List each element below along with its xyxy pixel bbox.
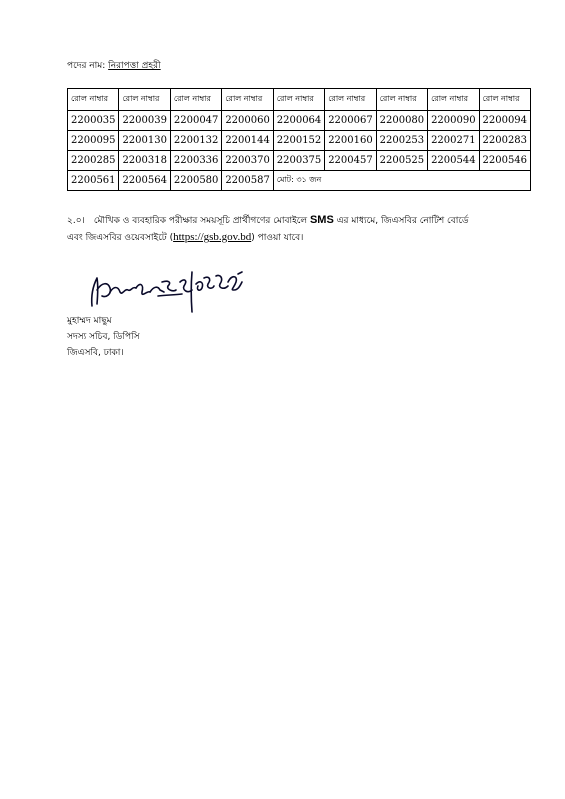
post-label: পদের নাম:	[67, 61, 106, 71]
notice-text-part2: এর মাধ্যমে, জিএসবির নোটিশ বোর্ডে	[336, 216, 469, 226]
roll-cell: 2200253	[376, 131, 427, 151]
column-header: রোল নাম্বার	[325, 89, 376, 111]
sms-text: SMS	[309, 214, 334, 226]
notice-line-2	[67, 229, 537, 246]
roll-cell: 2200546	[479, 151, 531, 171]
roll-cell: 2200318	[119, 151, 170, 171]
signer-office: জিএসবি, ঢাকা।	[67, 348, 124, 358]
roll-cell: 2200564	[119, 171, 170, 191]
roll-cell: 2200285	[68, 151, 119, 171]
roll-cell: 2200047	[170, 111, 221, 131]
post-name-line	[67, 58, 161, 73]
roll-cell: 2200095	[68, 131, 119, 151]
paragraph-number: ২.০।	[67, 216, 85, 226]
signatory-block	[67, 313, 140, 361]
roll-cell: 2200039	[119, 111, 170, 131]
roll-cell: 2200130	[119, 131, 170, 151]
table-row	[68, 151, 531, 171]
roll-cell: 2200336	[170, 151, 221, 171]
roll-cell: 2200094	[479, 111, 531, 131]
signer-designation: সদস্য সচিব, ডিপিসি	[67, 332, 140, 342]
roll-cell: 2200587	[222, 171, 273, 191]
table-row	[68, 111, 531, 131]
total-count-cell: মোট: ৩১ জন	[273, 171, 530, 191]
post-value: নিরাপত্তা প্রহরী	[108, 61, 161, 71]
roll-cell: 2200375	[273, 151, 324, 171]
roll-cell: 2200561	[68, 171, 119, 191]
roll-cell: 2200064	[273, 111, 324, 131]
table-row	[68, 171, 531, 191]
column-header: রোল নাম্বার	[428, 89, 479, 111]
notice-paragraph	[67, 212, 537, 246]
column-header: রোল নাম্বার	[222, 89, 273, 111]
roll-cell: 2200090	[428, 111, 479, 131]
column-header: রোল নাম্বার	[68, 89, 119, 111]
roll-cell: 2200080	[376, 111, 427, 131]
column-header: রোল নাম্বার	[170, 89, 221, 111]
roll-cell: 2200144	[222, 131, 273, 151]
website-link[interactable]: https://gsb.gov.bd	[173, 231, 252, 243]
roll-cell: 2200457	[325, 151, 376, 171]
notice-text-part1: মৌখিক ও ব্যবহারিক পরীক্ষার সময়সূচি প্রার্থীগণের মোবাইলে	[93, 216, 308, 226]
roll-cell: 2200060	[222, 111, 273, 131]
roll-cell: 2200370	[222, 151, 273, 171]
roll-number-table	[67, 88, 531, 191]
column-header: রোল নাম্বার	[119, 89, 170, 111]
roll-cell: 2200160	[325, 131, 376, 151]
roll-cell: 2200152	[273, 131, 324, 151]
roll-cell: 2200283	[479, 131, 531, 151]
roll-cell: 2200525	[376, 151, 427, 171]
roll-cell: 2200035	[68, 111, 119, 131]
table-header-row	[68, 89, 531, 111]
roll-cell: 2200544	[428, 151, 479, 171]
column-header: রোল নাম্বার	[273, 89, 324, 111]
roll-cell: 2200132	[170, 131, 221, 151]
table-row	[68, 131, 531, 151]
notice-text-part4: ) পাওয়া যাবে।	[251, 233, 304, 243]
column-header: রোল নাম্বার	[376, 89, 427, 111]
roll-cell: 2200067	[325, 111, 376, 131]
notice-text-part3: এবং জিএসবির ওয়েবসাইটে (	[67, 233, 174, 243]
roll-cell: 2200580	[170, 171, 221, 191]
handwritten-signature	[88, 268, 248, 314]
roll-cell: 2200271	[428, 131, 479, 151]
column-header: রোল নাম্বার	[479, 89, 531, 111]
signer-name: মুহাম্মদ মাছুম	[67, 316, 112, 326]
